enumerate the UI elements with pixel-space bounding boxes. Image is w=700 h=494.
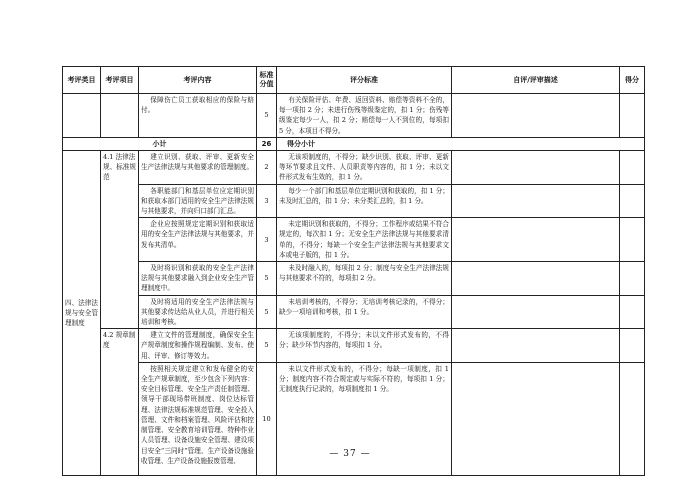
standard-cell: 有关保险评估、年费、返回资料、赔偿等资料不全的，每一项扣 2 分；未进行伤残等级鉴定的，扣 1 分；伤残等级鉴定每少一人，扣 2 分；赔偿每一人不到位的，每项扣 5 分，本项目不得分。 [277,94,452,138]
review-cell [452,262,620,296]
evaluation-table-container [62,66,644,476]
header-category: 考评类目 [63,67,101,94]
content-cell: 各职能部门和基层单位应定期识别和获取本部门适用的安全生产法律法规与其他要求，并向归口部门汇总。 [139,184,257,218]
standard-cell: 无该项制度的，不得分；未以文件形式发布的，不得分；缺少环节内容的，每项扣 1 分。 [277,329,452,363]
subtotal-row [63,137,645,150]
subtotal-standard: 得分小计 [277,137,645,150]
item-cell: 4.2 规章制度 [101,329,139,476]
points-cell [620,218,645,262]
points-cell [620,184,645,218]
table-row [63,329,645,363]
header-self-review: 自评/评审描述 [452,67,620,94]
content-cell: 企业应按照规定定期识别和获取适用的安全生产法律法规与其他要求，并发布其清单。 [139,218,257,262]
standard-cell: 未定期识别和获取的，不得分；工作程序或结果不符合规定的，每次扣 1 分；无安全生产法律法规与其他要求清单的，不得分；每缺一个安全生产法律法规与其他要求文本或电子版的，扣 1 分。 [277,218,452,262]
score-cell: 5 [257,329,277,363]
review-cell [452,94,620,138]
content-cell: 建立文件的管理制度，确保安全生产规章制度和操作规程编制、发布、使用、评审、修订等效力。 [139,329,257,363]
header-content: 考评内容 [139,67,257,94]
score-cell: 5 [257,94,277,138]
content-cell: 及时将适用的安全生产法律法规与其他要求传达给从业人员，并进行相关培训和考核。 [139,295,257,329]
points-cell [620,94,645,138]
item-cell [101,94,139,138]
item-cell: 4.1 法律法规、标准规范 [101,151,139,329]
header-item: 考评项目 [101,67,139,94]
points-cell [620,151,645,185]
table-row [63,151,645,185]
table-row [63,295,645,329]
evaluation-table [62,66,645,476]
page-number: — 37 — [329,449,371,459]
content-cell: 保障伤亡员工获取相应的保险与赔付。 [139,94,257,138]
content-cell: 按照相关规定建立和发布健全的安全生产规章制度，至少包含下列内容：安全目标管理、安全生产责任制管理、领导干部现场带班制度、岗位达标管理、法律法规标准规范管理、安全投入管理、文件和档案管理、风险评估和控制管理、安全教育培训管理、特种作业人员管理、设备设施安全管理、建设项目安全“三同时”管理、生产设备设施验收管理、生产设备设施报废管理、 [139,362,257,475]
header-standard: 评分标准 [277,67,452,94]
score-cell: 5 [257,295,277,329]
points-cell [620,295,645,329]
standard-cell: 未及时融入的，每项扣 2 分；制度与安全生产法律法规与其他要求不符的，每项扣 2 分。 [277,262,452,296]
header-points: 得分 [620,67,645,94]
header-score: 标准分值 [257,67,277,94]
subtotal-score: 26 [257,137,277,150]
points-cell [620,262,645,296]
score-cell: 5 [257,262,277,296]
review-cell [452,218,620,262]
review-cell [452,184,620,218]
points-cell [620,329,645,363]
score-cell: 3 [257,184,277,218]
standard-cell: 未培训考核的，不得分；无培训考核记录的，不得分；缺少一项培训和考核，扣 1 分。 [277,295,452,329]
score-cell: 3 [257,218,277,262]
category-cell [63,94,101,138]
standard-cell: 每少一个部门和基层单位定期识别和获取的，扣 1 分；未及时汇总的，扣 1 分；未分类汇总的，扣 1 分。 [277,184,452,218]
standard-cell: 未以文件形式发布的，不得分；每缺一项制度，扣 1 分；制度内容不符合规定或与实际不符的，每项扣 1 分；无制度执行记录的，每项制度扣 1 分。 [277,362,452,475]
content-cell: 及时将识别和获取的安全生产法律法规与其他要求融入到企业安全生产管理制度中。 [139,262,257,296]
table-row [63,218,645,262]
category-cell: 四、法律法规与安全管理制度 [63,151,101,476]
table-row [63,262,645,296]
table-row [63,184,645,218]
review-cell [452,295,620,329]
standard-cell: 无该项制度的，不得分；缺少识别、获取、评审、更新等环节要求且文件、人员职责等内容的，扣 1 分；未以文件形式发布生效的，扣 1 分。 [277,151,452,185]
score-cell: 2 [257,151,277,185]
review-cell [452,151,620,185]
table-row [63,94,645,138]
review-cell [452,329,620,363]
subtotal-label: 小计 [63,137,257,150]
table-header-row [63,67,645,94]
score-cell: 10 [257,362,277,475]
content-cell: 建立识别、获取、评审、更新安全生产法律法规与其他要求的管理制度。 [139,151,257,185]
